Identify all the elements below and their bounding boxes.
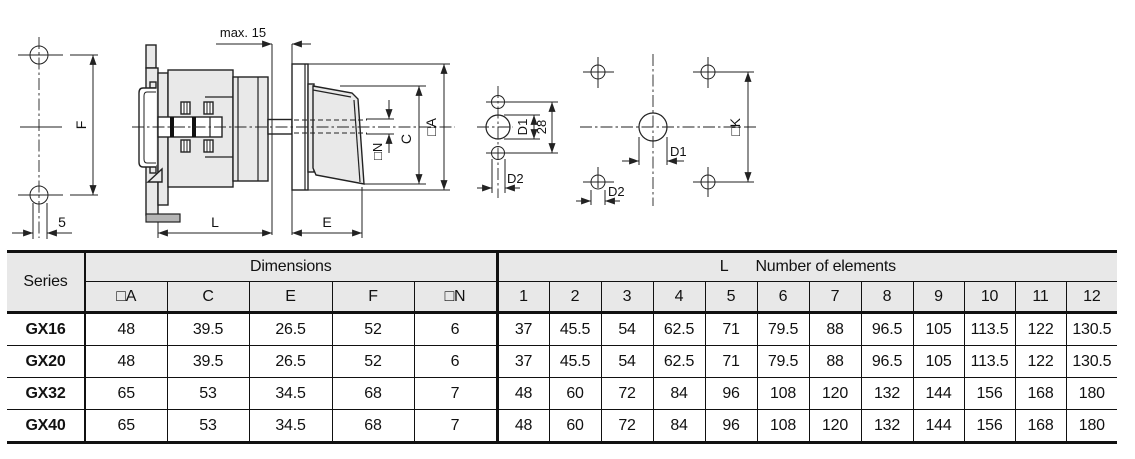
cell: 71: [705, 313, 757, 346]
cell: 34.5: [249, 378, 332, 410]
cell: 52: [332, 346, 414, 378]
col-header: 7: [809, 282, 861, 313]
switch-side-view: [132, 25, 455, 238]
cell: 37: [497, 346, 549, 378]
cell: 7: [414, 410, 497, 443]
bracket-foot: [146, 214, 180, 222]
cell: 132: [861, 410, 913, 443]
cell: 52: [332, 313, 414, 346]
cell: 54: [601, 346, 653, 378]
cell: 48: [497, 410, 549, 443]
dim-label-d1-right: D1: [670, 144, 687, 159]
col-header: 11: [1015, 282, 1066, 313]
cell: 144: [913, 378, 964, 410]
cell: 130.5: [1066, 313, 1117, 346]
cell: 54: [601, 313, 653, 346]
col-header: 10: [964, 282, 1015, 313]
col-header: 12: [1066, 282, 1117, 313]
cell: 34.5: [249, 410, 332, 443]
dim-label-l: L: [211, 214, 219, 230]
cell: 26.5: [249, 313, 332, 346]
dim-label-d1-mid: D1: [515, 118, 530, 136]
elements-header: [497, 252, 1117, 282]
cell: 96.5: [861, 346, 913, 378]
cell: 168: [1015, 410, 1066, 443]
dim-label-28: 28: [534, 119, 549, 135]
cell: 62.5: [653, 313, 705, 346]
cell: 68: [332, 378, 414, 410]
table-row: [7, 378, 1117, 410]
shaft-hole-view: [477, 86, 558, 198]
cell: 48: [497, 378, 549, 410]
cell: 65: [85, 378, 167, 410]
col-header: C: [167, 282, 249, 313]
col-header: 3: [601, 282, 653, 313]
cell: 79.5: [757, 313, 809, 346]
mounting-front-view: [12, 37, 98, 239]
cell: 6: [414, 346, 497, 378]
series-header: Series: [7, 252, 85, 313]
dim-label-c: C: [398, 133, 414, 145]
cell: 88: [809, 313, 861, 346]
mounting-plate-view: [576, 54, 758, 206]
dim-label-d2-mid: D2: [507, 171, 524, 186]
cell: 72: [601, 378, 653, 410]
elements-header-text: Number of elements: [755, 258, 896, 275]
cell: 96: [705, 378, 757, 410]
dimension-table: [7, 250, 1117, 444]
cell: 48: [85, 346, 167, 378]
cell: 79.5: [757, 346, 809, 378]
cell: 113.5: [964, 313, 1015, 346]
cell: 108: [757, 410, 809, 443]
cell: 68: [332, 410, 414, 443]
elements-header-l: L: [719, 258, 729, 275]
cell: 39.5: [167, 346, 249, 378]
cell: 180: [1066, 378, 1117, 410]
cell: 65: [85, 410, 167, 443]
dim-label-k: □K: [727, 118, 743, 136]
cell: 60: [549, 378, 601, 410]
cell: 105: [913, 346, 964, 378]
col-header: 8: [861, 282, 913, 313]
cell: 26.5: [249, 346, 332, 378]
col-header: 4: [653, 282, 705, 313]
cell: 84: [653, 410, 705, 443]
series-cell: GX16: [7, 313, 85, 346]
cell: 96: [705, 410, 757, 443]
dim-label-e: E: [322, 214, 332, 230]
dim-label-d2-right: D2: [608, 184, 625, 199]
cell: 45.5: [549, 346, 601, 378]
table-row: [7, 410, 1117, 443]
cell: 71: [705, 346, 757, 378]
series-cell: GX20: [7, 346, 85, 378]
dimensions-header: Dimensions: [85, 252, 497, 282]
dim-label-f: F: [73, 120, 89, 130]
cell: 120: [809, 378, 861, 410]
cell: 96.5: [861, 313, 913, 346]
bracket-top-tab: [146, 45, 156, 68]
cell: 53: [167, 410, 249, 443]
cell: 122: [1015, 346, 1066, 378]
cell: 180: [1066, 410, 1117, 443]
col-header: 1: [497, 282, 549, 313]
col-header: F: [332, 282, 414, 313]
series-cell: GX32: [7, 378, 85, 410]
cell: 168: [1015, 378, 1066, 410]
col-header: E: [249, 282, 332, 313]
cell: 156: [964, 410, 1015, 443]
cell: 108: [757, 378, 809, 410]
cell: 88: [809, 346, 861, 378]
cell: 113.5: [964, 346, 1015, 378]
cell: 7: [414, 378, 497, 410]
cell: 62.5: [653, 346, 705, 378]
cell: 39.5: [167, 313, 249, 346]
col-header: 9: [913, 282, 964, 313]
col-header: □A: [85, 282, 167, 313]
col-header: □N: [414, 282, 497, 313]
table-row: [7, 313, 1117, 346]
cell: 84: [653, 378, 705, 410]
cell: 144: [913, 410, 964, 443]
col-header: 6: [757, 282, 809, 313]
cell: 130.5: [1066, 346, 1117, 378]
dim-label-max15: max. 15: [219, 25, 267, 40]
cell: 122: [1015, 313, 1066, 346]
cell: 105: [913, 313, 964, 346]
cell: 37: [497, 313, 549, 346]
col-header: 5: [705, 282, 757, 313]
cell: 48: [85, 313, 167, 346]
cell: 60: [549, 410, 601, 443]
table-row: [7, 346, 1117, 378]
dim-label-n: □N: [370, 142, 385, 160]
col-header: 2: [549, 282, 601, 313]
cell: 156: [964, 378, 1015, 410]
cell: 45.5: [549, 313, 601, 346]
dim-label-slot5: 5: [58, 214, 66, 230]
series-cell: GX40: [7, 410, 85, 443]
cell: 6: [414, 313, 497, 346]
cell: 72: [601, 410, 653, 443]
cell: 120: [809, 410, 861, 443]
cell: 53: [167, 378, 249, 410]
dim-label-a: □A: [423, 118, 439, 136]
cell: 132: [861, 378, 913, 410]
din-rail-profile: [139, 88, 156, 167]
